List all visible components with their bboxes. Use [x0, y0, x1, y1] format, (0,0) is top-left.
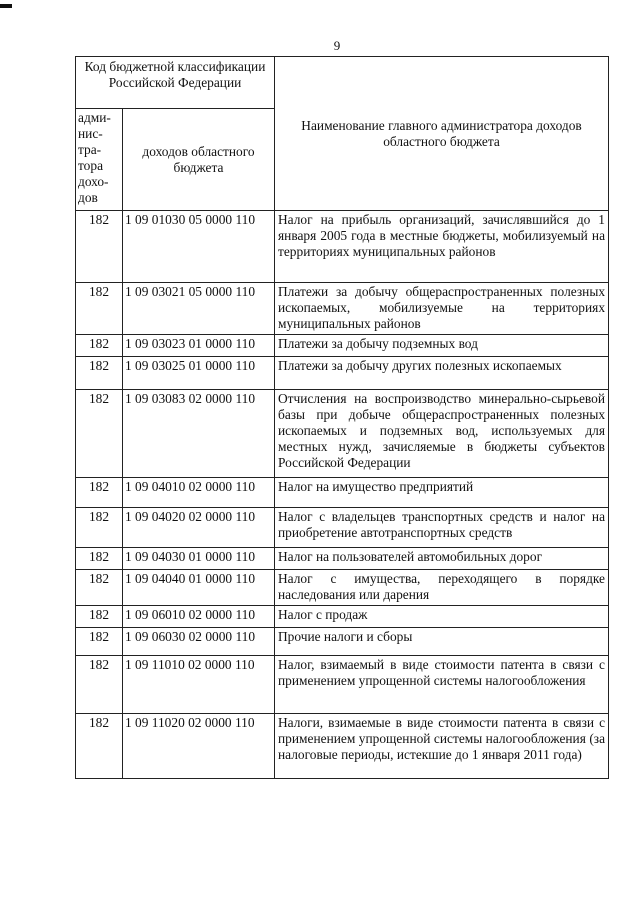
budget-code-cell: 1 09 06030 02 0000 110	[123, 628, 275, 656]
table-row	[76, 508, 609, 548]
admin-code-cell: 182	[76, 628, 123, 656]
budget-code-cell: 1 09 01030 05 0000 110	[123, 211, 275, 283]
table-row	[76, 570, 609, 606]
budget-code-header: Код бюджетной классификации Российской Федерации	[76, 57, 275, 109]
revenue-name-cell: Налог на прибыль организаций, зачислявшийся до 1 января 2005 года в местные бюджеты, мобилизуемый на территориях муниципальных районов	[275, 211, 609, 283]
admin-code-cell: 182	[76, 357, 123, 390]
revenue-name-cell: Отчисления на воспроизводство минерально-сырьевой базы при добыче общераспространенных полезных ископаемых и подземных вод, используемых для местных нужд, зачисляемые в бюджеты субъектов Российской Федерации	[275, 390, 609, 478]
corner-mark	[0, 4, 12, 8]
admin-code-cell: 182	[76, 656, 123, 714]
revenue-name-cell: Прочие налоги и сборы	[275, 628, 609, 656]
admin-code-cell: 182	[76, 548, 123, 570]
budget-code-cell: 1 09 03025 01 0000 110	[123, 357, 275, 390]
admin-code-cell: 182	[76, 606, 123, 628]
budget-code-cell: 1 09 03021 05 0000 110	[123, 283, 275, 335]
table-row	[76, 357, 609, 390]
revenue-name-cell: Платежи за добычу общераспространенных полезных ископаемых, мобилизуемые на территориях муниципальных районов	[275, 283, 609, 335]
admin-code-cell: 182	[76, 570, 123, 606]
budget-code-cell: 1 09 04040 01 0000 110	[123, 570, 275, 606]
budget-code-cell: 1 09 04010 02 0000 110	[123, 478, 275, 508]
revenue-name-cell: Налог, взимаемый в виде стоимости патента в связи с применением упрощенной системы налогообложения	[275, 656, 609, 714]
admin-code-cell: 182	[76, 508, 123, 548]
table-row	[76, 606, 609, 628]
table-row	[76, 283, 609, 335]
admin-code-cell: 182	[76, 390, 123, 478]
budget-code-cell: 1 09 04030 01 0000 110	[123, 548, 275, 570]
table-row	[76, 714, 609, 779]
admin-header: адми- нис- тра- тора дохо- дов	[76, 109, 123, 211]
table-body	[76, 211, 609, 779]
table-row	[76, 211, 609, 283]
admin-code-cell: 182	[76, 335, 123, 357]
admin-code-cell: 182	[76, 211, 123, 283]
table-row	[76, 335, 609, 357]
table-row	[76, 390, 609, 478]
page-number: 9	[333, 38, 341, 53]
budget-code-cell: 1 09 03023 01 0000 110	[123, 335, 275, 357]
revenue-name-cell: Налог на имущество предприятий	[275, 478, 609, 508]
budget-code-cell: 1 09 03083 02 0000 110	[123, 390, 275, 478]
budget-code-cell: 1 09 06010 02 0000 110	[123, 606, 275, 628]
revenue-name-cell: Платежи за добычу подземных вод	[275, 335, 609, 357]
budget-code-cell: 1 09 04020 02 0000 110	[123, 508, 275, 548]
table-row	[76, 628, 609, 656]
table-row	[76, 656, 609, 714]
budget-code-cell: 1 09 11010 02 0000 110	[123, 656, 275, 714]
table-row	[76, 478, 609, 508]
admin-code-cell: 182	[76, 714, 123, 779]
table-row	[76, 548, 609, 570]
admin-name-header: Наименование главного администратора доходов областного бюджета	[275, 57, 609, 211]
revenue-name-cell: Налог с владельцев транспортных средств и налог на приобретение автотранспортных средств	[275, 508, 609, 548]
revenue-name-cell: Налог с продаж	[275, 606, 609, 628]
admin-code-cell: 182	[76, 478, 123, 508]
revenue-name-cell: Налоги, взимаемые в виде стоимости патента в связи с применением упрощенной системы налогообложения (за налоговые периоды, истекшие до 1 января 2011 года)	[275, 714, 609, 779]
budget-code-cell: 1 09 11020 02 0000 110	[123, 714, 275, 779]
income-header: доходов областного бюджета	[123, 109, 275, 211]
revenue-name-cell: Налог с имущества, переходящего в порядке наследования или дарения	[275, 570, 609, 606]
revenue-name-cell: Налог на пользователей автомобильных дорог	[275, 548, 609, 570]
revenue-name-cell: Платежи за добычу других полезных ископаемых	[275, 357, 609, 390]
admin-code-cell: 182	[76, 283, 123, 335]
revenue-table	[75, 56, 609, 779]
